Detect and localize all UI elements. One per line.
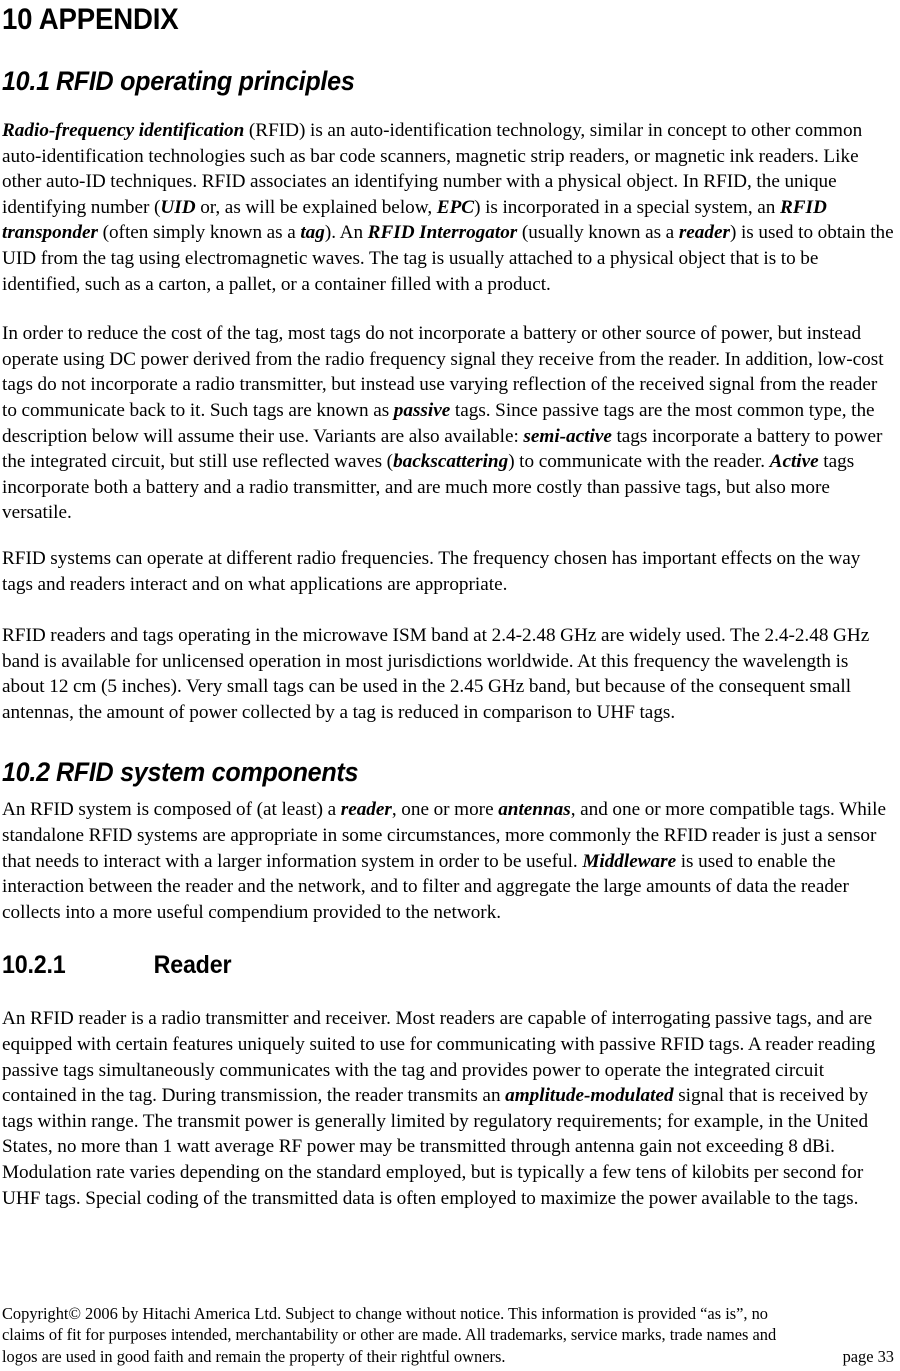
term-epc: EPC bbox=[436, 196, 475, 218]
term-uid: UID bbox=[160, 196, 196, 218]
term-reader: reader bbox=[678, 222, 730, 244]
term-active: Active bbox=[769, 451, 819, 473]
paragraph-text: An RFID system is composed of (at least) a bbox=[2, 799, 341, 821]
paragraph-text: (often simply known as a bbox=[97, 222, 301, 244]
page-content bbox=[2, 0, 894, 1211]
term-tag: tag bbox=[300, 222, 325, 244]
subsection-number: 10.2.1 bbox=[2, 951, 66, 980]
term-radio-frequency-identification: Radio-frequency identification bbox=[2, 120, 245, 141]
section-title: RFID system components bbox=[55, 757, 359, 788]
section-heading-10-2 bbox=[2, 757, 832, 787]
spacer bbox=[2, 925, 894, 951]
page-footer bbox=[2, 1303, 894, 1368]
paragraph-text: An RFID reader is a radio transmitter and receiver. Most readers are capable of interrogating passive tags, and are equipped with certain features uniquely suited to use for communicating with passive RFID tags. A reader reading passive tags simultaneously communicates with the tag and provides power to operate the integrated circuit contained in the tag. During transmission, the reader transmits an bbox=[2, 1008, 876, 1107]
spacer bbox=[2, 36, 894, 66]
section-number: 10.2 bbox=[2, 757, 50, 788]
spacer bbox=[2, 725, 894, 757]
paragraph-text: , one or more bbox=[391, 799, 499, 821]
section-title: RFID operating principles bbox=[55, 66, 355, 96]
section-number: 10.1 bbox=[2, 66, 50, 96]
paragraph-text: tags. Since passive tags are the most common type, the description below will assume their use. Variants are also available: bbox=[2, 399, 875, 447]
subsection-heading-10-2-1 bbox=[2, 951, 832, 979]
paragraph-text: ) is incorporated in a special system, an bbox=[474, 196, 780, 218]
term-semi-active: semi-active bbox=[523, 425, 612, 447]
footer-last-line bbox=[2, 1346, 894, 1368]
spacer bbox=[2, 297, 894, 321]
paragraph-system-composition bbox=[2, 797, 894, 925]
footer-line-1: Copyright© 2006 by Hitachi America Ltd. Subject to change without notice. This information is provided “as is”, no bbox=[2, 1303, 768, 1323]
chapter-heading: 10 APPENDIX bbox=[2, 3, 179, 36]
paragraph-text: signal that is received by tags within range. The transmit power is generally limited by regulatory requirements; for example, in the United States, no more than 1 watt average RF power may be transmitted through antenna gain not exceeding 8 dBi. Modulation rate varies depending on the standard employed, but is typically a few tens of kilobits per second for UHF tags. Special coding of the transmitted data is often employed to maximize the power available to the tags. bbox=[2, 1085, 869, 1209]
paragraph-reader-details bbox=[2, 1006, 894, 1211]
paragraph-text: ) to communicate with the reader. bbox=[508, 451, 770, 473]
spacer bbox=[2, 96, 894, 118]
term-backscattering: backscattering bbox=[393, 451, 509, 473]
paragraph-text: or, as will be explained below, bbox=[195, 196, 437, 218]
paragraph-text: (RFID) is an auto-identification technology, similar in concept to other common auto-identification technologies such as bar code scanners, magnetic strip readers, or magnetic ink readers. Like other auto-ID techniques. RFID associates an identifying number with a physical object. In RFID, the unique identifying number ( bbox=[2, 120, 863, 218]
paragraph-text: In order to reduce the cost of the tag, most tags do not incorporate a battery or other source of power, but instead operate using DC power derived from the radio frequency signal they receive from the reader. In addition, low-cost tags do not incorporate a radio transmitter, but instead use varying reflection of the received signal from the reader to communicate back to it. Such tags are known as bbox=[2, 323, 884, 421]
paragraph-text: tags incorporate both a battery and a radio transmitter, and are much more costly than passive tags, but also more versatile. bbox=[2, 451, 855, 524]
paragraph-text: ) is used to obtain the UID from the tag using electromagnetic waves. The tag is usually attached to a physical object that is to be identified, such as a carton, a pallet, or a container filled with a product. bbox=[2, 222, 894, 295]
paragraph-text: (usually known as a bbox=[517, 222, 679, 244]
subsection-title: Reader bbox=[153, 951, 232, 980]
term-rfid-interrogator: RFID Interrogator bbox=[367, 222, 518, 244]
paragraph-rfid-definition bbox=[2, 118, 894, 297]
term-amplitude-modulated: amplitude-modulated bbox=[505, 1085, 674, 1107]
paragraph-text: tags incorporate a battery to power the integrated circuit, but still use reflected waves ( bbox=[2, 425, 883, 473]
spacer bbox=[2, 597, 894, 623]
paragraph-tag-power bbox=[2, 321, 894, 526]
paragraph-text: ). An bbox=[324, 222, 368, 244]
footer-line-3: logos are used in good faith and remain the property of their rightful owners. bbox=[2, 1346, 506, 1366]
page-number: page 33 bbox=[842, 1346, 894, 1366]
section-heading-10-1 bbox=[2, 66, 832, 96]
footer-line-2: claims of fit for purposes intended, merchantability or other are made. All trademarks, service marks, trade names and bbox=[2, 1325, 777, 1344]
term-middleware: Middleware bbox=[582, 850, 677, 872]
paragraph-frequencies: RFID systems can operate at different radio frequencies. The frequency chosen has important effects on the way tags and readers interact and on what applications are appropriate. bbox=[2, 547, 861, 595]
paragraph-text: is used to enable the interaction between the reader and the network, and to filter and aggregate the large amounts of data the reader collects into a more useful compendium provided to the network. bbox=[2, 850, 849, 923]
term-antennas: antennas bbox=[498, 799, 571, 821]
term-passive: passive bbox=[393, 399, 451, 421]
spacer bbox=[2, 787, 894, 797]
spacer bbox=[2, 526, 894, 546]
paragraph-text: , and one or more compatible tags. While standalone RFID systems are appropriate in some circumstances, more commonly the RFID reader is just a sensor that needs to interact with a larger information system in order to be useful. bbox=[2, 799, 886, 872]
term-rfid-transponder: RFID transponder bbox=[2, 196, 827, 244]
paragraph-microwave-ism: RFID readers and tags operating in the microwave ISM band at 2.4-2.48 GHz are widely used. The 2.4-2.48 GHz band is available for unlicensed operation in most jurisdictions worldwide. At this frequency the wavelength is about 12 cm (5 inches). Very small tags can be used in the 2.45 GHz band, but because of the consequent small antennas, the amount of power collected by a tag is reduced in comparison to UHF tags. bbox=[2, 625, 870, 723]
term-reader: reader bbox=[340, 799, 392, 821]
spacer bbox=[2, 979, 894, 1006]
